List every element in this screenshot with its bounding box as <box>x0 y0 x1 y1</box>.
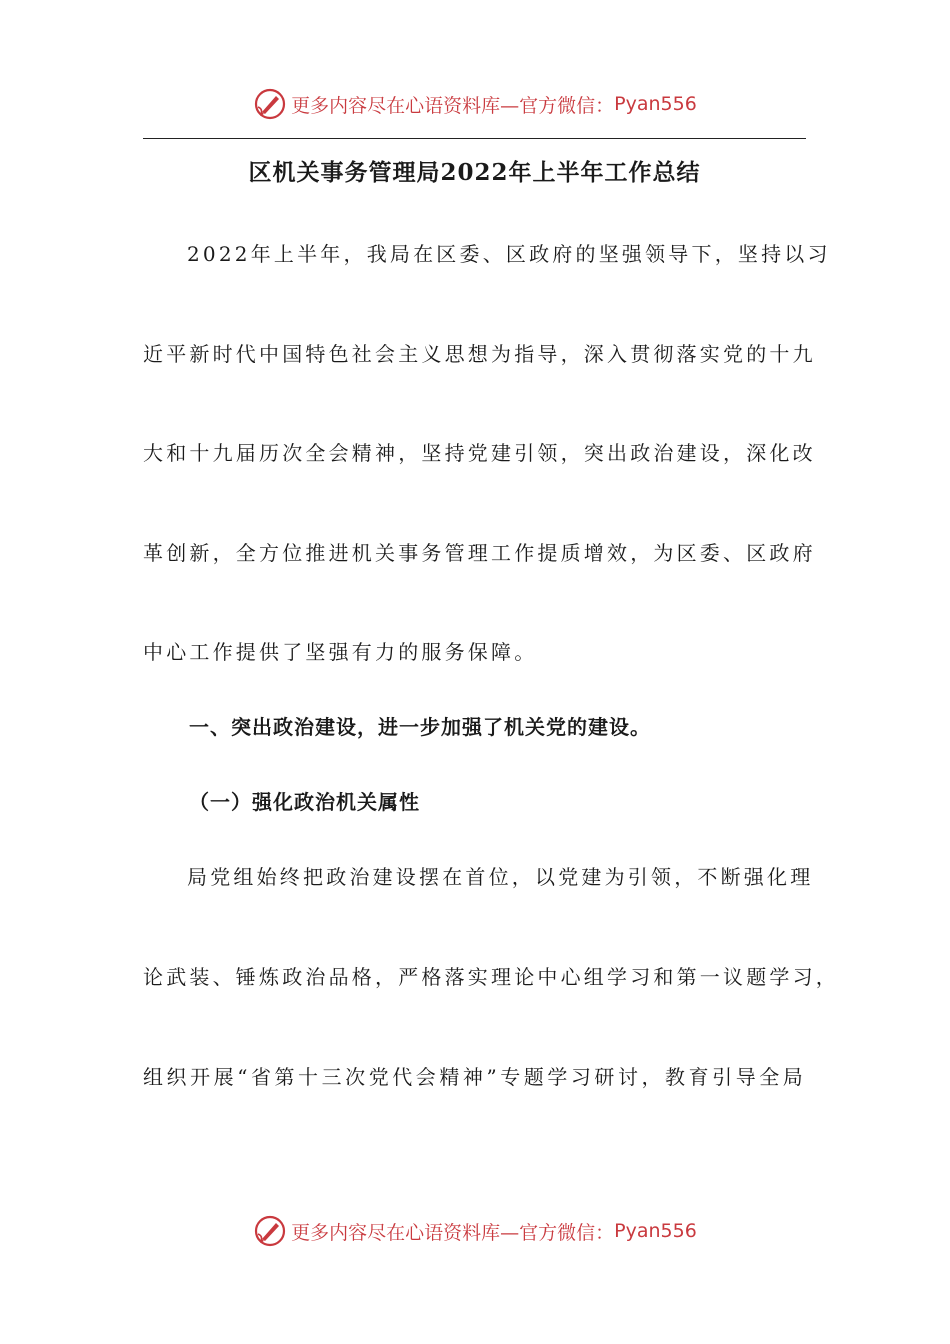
footer-banner <box>0 1213 950 1249</box>
quill-pen-logo-icon <box>253 87 287 121</box>
quill-pen-logo-icon <box>253 1214 287 1248</box>
section-heading: 一、突出政治建设，进一步加强了机关党的建设。 <box>189 715 651 739</box>
banner-wechat-id: Pyan556 <box>614 1220 697 1242</box>
header-banner <box>0 86 950 122</box>
paragraph-line: 近平新时代中国特色社会主义思想为指导，深入贯彻落实党的十九 <box>143 342 816 366</box>
paragraph-line: 中心工作提供了坚强有力的服务保障。 <box>143 640 538 664</box>
paragraph-line: 局党组始终把政治建设摆在首位，以党建为引领，不断强化理 <box>187 865 814 889</box>
paragraph-line: 革创新，全方位推进机关事务管理工作提质增效，为区委、区政府 <box>143 541 816 565</box>
banner-text: 更多内容尽在心语资料库—官方微信： <box>291 94 615 117</box>
paragraph-line: 2022年上半年，我局在区委、区政府的坚强领导下，坚持以习 <box>187 242 831 266</box>
header-rule <box>143 138 806 139</box>
banner-text: 更多内容尽在心语资料库—官方微信： <box>291 1221 615 1244</box>
section-subheading: （一）强化政治机关属性 <box>189 790 420 814</box>
document-title: 区机关事务管理局2022年上半年工作总结 <box>248 159 701 186</box>
paragraph-line: 组织开展“省第十三次党代会精神”专题学习研讨，教育引导全局 <box>143 1065 806 1089</box>
banner-wechat-id: Pyan556 <box>614 93 697 115</box>
paragraph-line: 大和十九届历次全会精神，坚持党建引领，突出政治建设，深化改 <box>143 441 816 465</box>
paragraph-line: 论武装、锤炼政治品格，严格落实理论中心组学习和第一议题学习， <box>143 965 839 989</box>
